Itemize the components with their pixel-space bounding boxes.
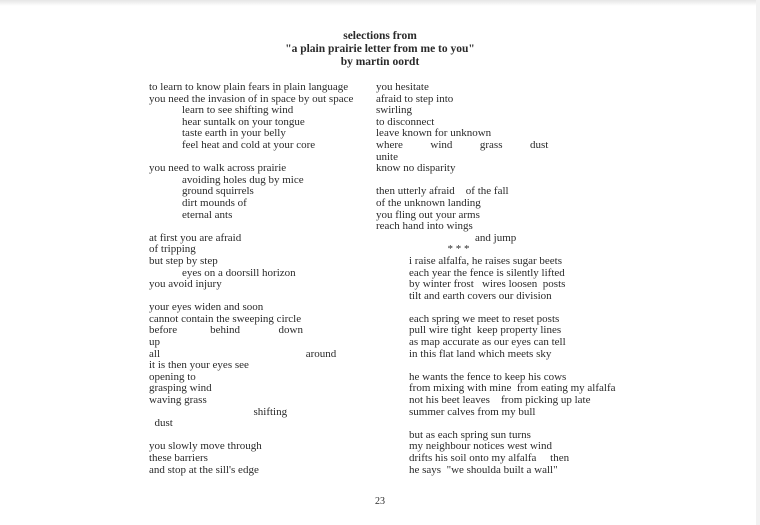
- poem-line: you need to walk across prairie: [149, 162, 287, 175]
- poem-line: up: [149, 336, 160, 349]
- poem-line: where wind grass dust: [376, 138, 549, 151]
- poem-line: know no disparity: [376, 162, 456, 175]
- poem-left-column: [149, 82, 364, 476]
- poem-line: these barriers: [149, 452, 208, 464]
- poem-line: to disconnect: [376, 115, 435, 128]
- poem-line: all around: [149, 347, 337, 360]
- poem-line: feel heat and cold at your core: [182, 138, 316, 151]
- poem-line: but as each spring sun turns: [409, 428, 531, 441]
- poem-line: as map accurate as our eyes can tell: [409, 336, 566, 349]
- poem-line: your eyes widen and soon: [149, 301, 264, 314]
- poem-line: then utterly afraid of the fall: [376, 185, 509, 198]
- poem-line: of tripping: [149, 243, 196, 256]
- scan-top-edge: [0, 0, 760, 6]
- poem-line: [149, 221, 364, 233]
- poem-line: by winter frost wires loosen posts: [409, 278, 566, 291]
- poem-line: hear suntalk on your tongue: [182, 115, 305, 128]
- scan-right-edge: [756, 0, 760, 525]
- poem-line: but step by step: [149, 254, 218, 267]
- poem-line: leave known for unknown: [376, 127, 492, 140]
- poem-line: taste earth in your belly: [182, 127, 286, 140]
- poem-line: ground squirrels: [182, 185, 254, 198]
- poem-line: i raise alfalfa, he raises sugar beets: [409, 254, 563, 267]
- poem-line: he wants the fence to keep his cows: [409, 370, 567, 383]
- poem-line: dust: [149, 417, 173, 430]
- poem-line: from mixing with mine from eating my alfalfa: [409, 382, 616, 395]
- poem-line: eternal ants: [182, 208, 233, 221]
- poem-line: swirling: [376, 104, 413, 117]
- poem-line: unite: [376, 150, 398, 163]
- poem-line: each spring we meet to reset posts: [409, 312, 560, 325]
- header-line-1: selections from: [343, 30, 417, 42]
- poem-line: and stop at the sill's edge: [149, 463, 259, 476]
- poem-line: dirt mounds of: [182, 196, 247, 209]
- poem-line: to learn to know plain fears in plain language: [149, 81, 349, 93]
- poem-line: you need the invasion of in space by out space: [149, 92, 354, 105]
- poem-line: waving grass: [149, 394, 207, 407]
- poem-line: avoiding holes dug by mice: [182, 173, 304, 186]
- poem-line: and jump: [376, 231, 517, 244]
- poem-line: eyes on a doorsill horizon: [182, 266, 296, 279]
- poem-line: reach hand into wings: [376, 220, 473, 233]
- poem-line: learn to see shifting wind: [182, 104, 294, 117]
- poem-line: in this flat land which meets sky: [409, 347, 552, 360]
- poem-line: pull wire tight keep property lines: [409, 324, 562, 337]
- poem-line: opening to: [149, 370, 196, 383]
- poem-line: my neighbour notices west wind: [409, 440, 552, 453]
- poem-line: it is then your eyes see: [149, 359, 249, 372]
- page-number: 23: [375, 496, 385, 507]
- poem-line: cannot contain the sweeping circle: [149, 312, 302, 325]
- poem-right-column: [376, 82, 656, 476]
- poem-line: tilt and earth covers our division: [409, 289, 552, 302]
- poem-line: afraid to step into: [376, 92, 454, 105]
- poem-line: not his beet leaves from picking up late: [409, 394, 591, 407]
- poem-line: you avoid injury: [149, 278, 222, 291]
- poem-line: at first you are afraid: [149, 231, 242, 244]
- poem-line: before behind down: [149, 324, 303, 337]
- poem-line: * * *: [376, 243, 470, 256]
- poem-line: drifts his soil onto my alfalfa then: [409, 452, 570, 464]
- poem-line: you fling out your arms: [376, 208, 480, 221]
- poem-line: you hesitate: [376, 81, 429, 93]
- poem-line: each year the fence is silently lifted: [409, 266, 565, 279]
- poem-header: [0, 30, 760, 69]
- poem-line: grasping wind: [149, 382, 212, 395]
- header-author: by martin oordt: [340, 56, 420, 68]
- header-line-2: "a plain prairie letter from me to you": [285, 43, 475, 55]
- poem-line: shifting: [149, 405, 288, 418]
- poem-line: of the unknown landing: [376, 196, 481, 209]
- poem-line: he says "we shoulda built a wall": [409, 463, 558, 476]
- poem-line: you slowly move through: [149, 440, 262, 453]
- poem-line: summer calves from my bull: [409, 405, 536, 418]
